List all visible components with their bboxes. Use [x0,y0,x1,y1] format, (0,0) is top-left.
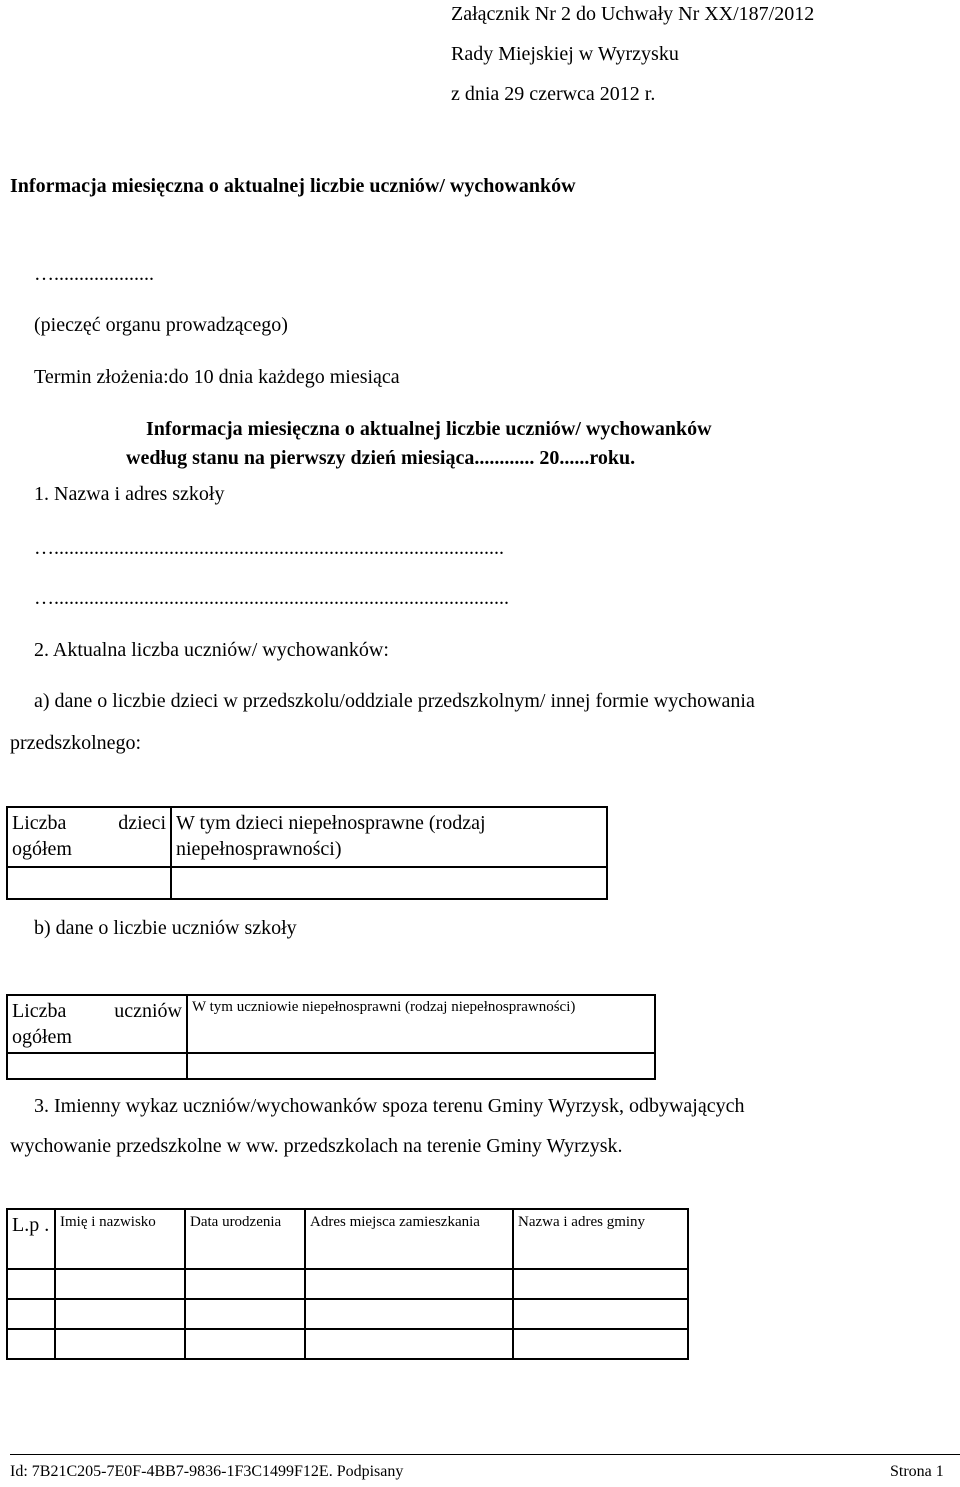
table-row-cell[interactable] [7,1269,55,1299]
section3-line2: wychowanie przedszkolne w ww. przedszkolach na terenie Gminy Wyrzysk. [10,1135,623,1157]
stamp-dots: ….................... [34,263,154,285]
attachment-title: Załącznik Nr 2 do Uchwały Nr XX/187/2012 [451,3,815,25]
table-b-cell-disabled[interactable] [187,1053,655,1079]
table-row-cell[interactable] [185,1299,305,1329]
students-count-table [6,994,656,1080]
table-row-cell[interactable] [7,1299,55,1329]
footer-page-number: Strona 1 [890,1463,944,1480]
footer-id: Id: 7B21C205-7E0F-4BB7-9836-1F3C1499F12E. Podpisany [10,1463,404,1480]
children-count-table [6,806,608,900]
main-title: Informacja miesięczna o aktualnej liczbie uczniów/ wychowanków [10,175,576,197]
subtitle-line1: Informacja miesięczna o aktualnej liczbie uczniów/ wychowanków [146,418,712,440]
table-row-cell[interactable] [185,1269,305,1299]
table-row-cell[interactable] [7,1329,55,1359]
table-a-header-count [7,807,171,867]
table-a-cell-disabled[interactable] [171,867,607,899]
table-c-header-municipality: Nazwa i adres gminy [513,1209,688,1269]
section2a-line2: przedszkolnego: [10,732,142,754]
resolution-date: z dnia 29 czerwca 2012 r. [451,83,656,105]
table-row-cell[interactable] [305,1329,513,1359]
footer-divider [10,1454,960,1455]
table-row-cell[interactable] [513,1299,688,1329]
table-a-cell-count[interactable] [7,867,171,899]
table-b-header-word2: uczniów [114,1000,182,1022]
table-b-cell-count[interactable] [7,1053,187,1079]
table-b-header-word1: Liczba [12,1000,67,1022]
table-row-cell[interactable] [305,1269,513,1299]
table-c-header-lp: L.p . [7,1209,55,1269]
section1-dots2: …........................................................................................... [34,587,509,609]
table-b-header-word3: ogółem [12,1026,72,1048]
section2a-line1: a) dane o liczbie dzieci w przedszkolu/oddziale przedszkolnym/ innej formie wychowania [34,690,755,712]
deadline-text: Termin złożenia:do 10 dnia każdego miesiąca [34,366,400,388]
table-row-cell[interactable] [513,1269,688,1299]
table-c-header-address: Adres miejsca zamieszkania [305,1209,513,1269]
section2-label: 2. Aktualna liczba uczniów/ wychowanków: [34,639,389,661]
council-name: Rady Miejskiej w Wyrzysku [451,43,679,65]
subtitle-line2: według stanu na pierwszy dzień miesiąca............ 20......roku. [126,447,636,469]
stamp-label: (pieczęć organu prowadzącego) [34,314,288,336]
table-row-cell[interactable] [513,1329,688,1359]
table-a-header-word3: ogółem [12,838,72,860]
section3-line1: 3. Imienny wykaz uczniów/wychowanków spoza terenu Gminy Wyrzysk, odbywających [34,1095,745,1117]
table-c-header-birthdate: Data urodzenia [185,1209,305,1269]
table-a-header-disabled: W tym dzieci niepełnosprawne (rodzaj niepełnosprawności) [171,807,607,867]
students-list-table [6,1208,689,1360]
table-b-header-disabled: W tym uczniowie niepełnosprawni (rodzaj niepełnosprawności) [187,995,655,1053]
table-row-cell[interactable] [305,1299,513,1329]
section1-label: 1. Nazwa i adres szkoły [34,483,225,505]
table-a-header-word1: Liczba [12,812,67,834]
table-row-cell[interactable] [55,1269,185,1299]
table-b-header-count [7,995,187,1053]
table-row-cell[interactable] [55,1329,185,1359]
section2b-label: b) dane o liczbie uczniów szkoły [34,917,297,939]
section1-dots1: ….......................................................................................... [34,537,504,559]
table-a-header-word2: dzieci [118,812,166,834]
table-row-cell[interactable] [55,1299,185,1329]
table-c-header-name: Imię i nazwisko [55,1209,185,1269]
table-row-cell[interactable] [185,1329,305,1359]
